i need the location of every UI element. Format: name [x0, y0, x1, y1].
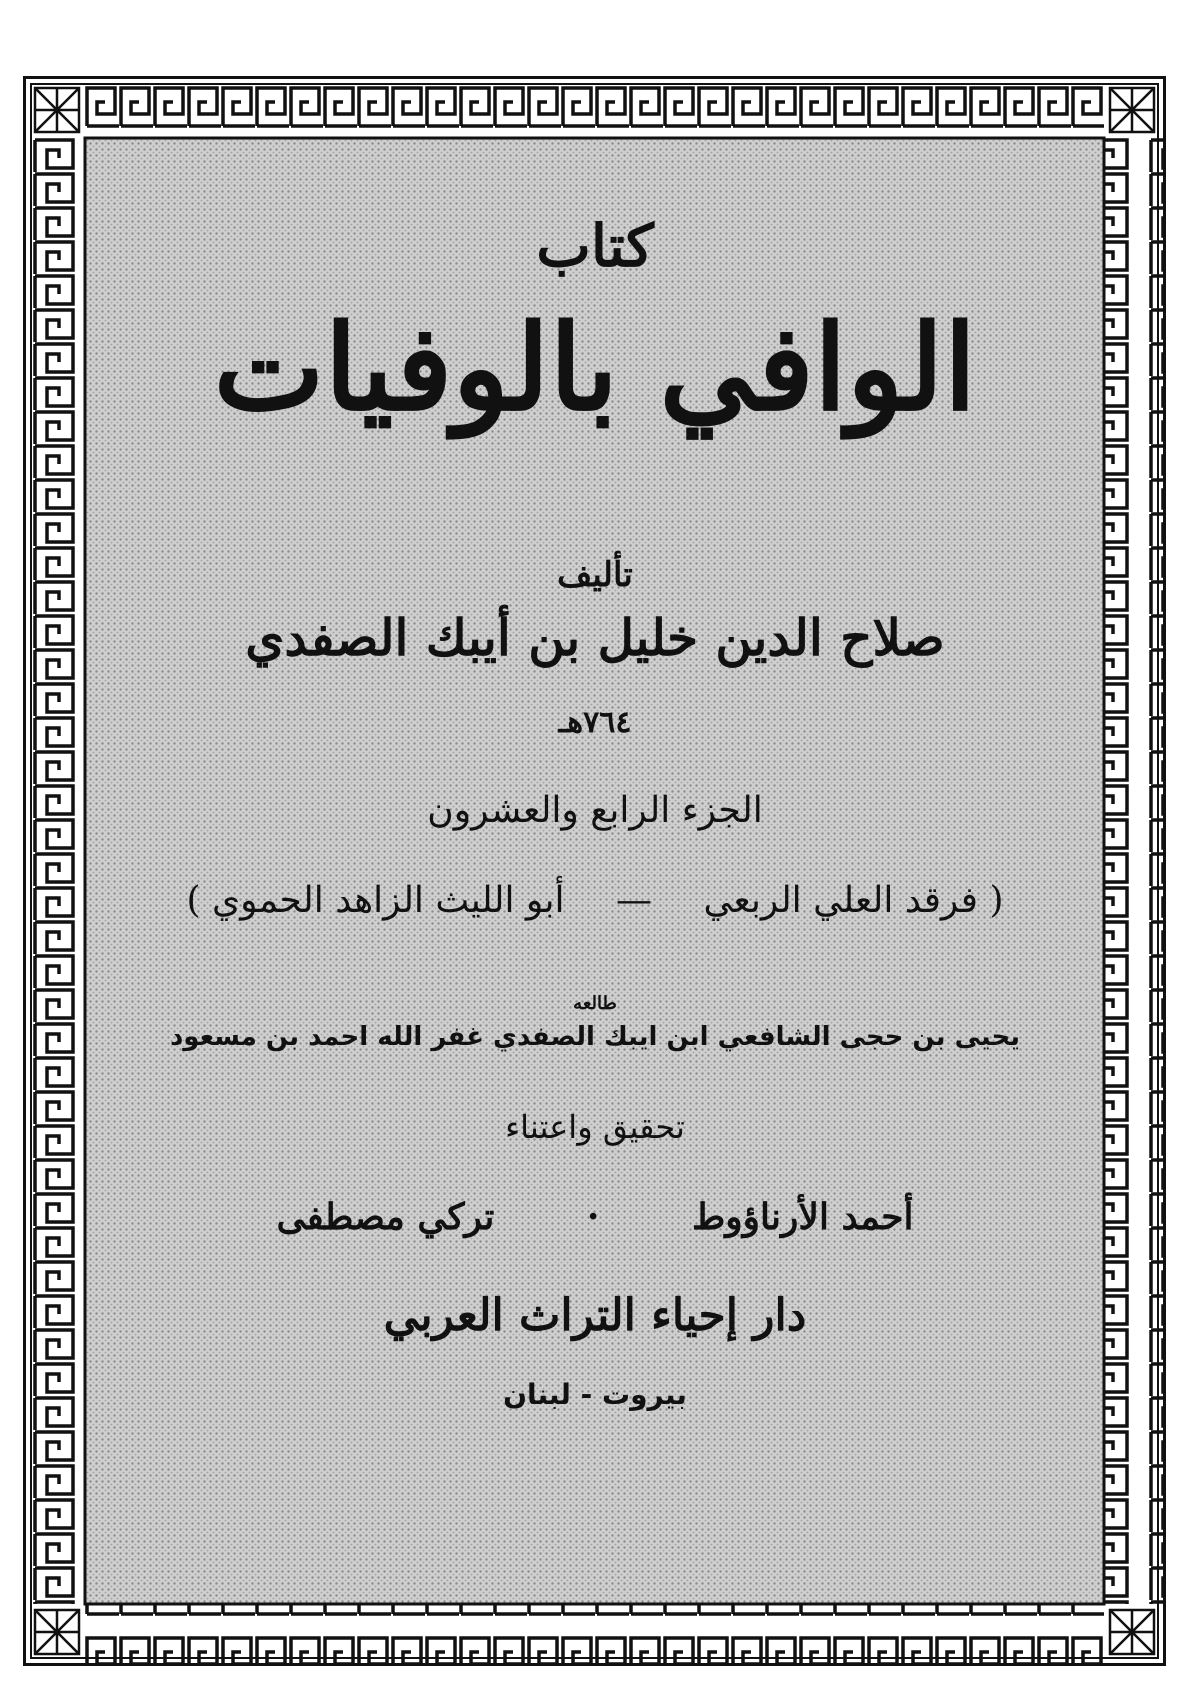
range-from: ( فرقد العلي الربعي: [703, 880, 1004, 921]
readers-label: طالعه: [573, 993, 617, 1014]
editing-label: تحقيق واعتناء: [505, 1108, 685, 1146]
range-separator: —: [616, 880, 652, 921]
authored-by-label: تأليف: [557, 555, 633, 595]
volume-range: [0, 880, 1190, 921]
editor-separator: ·: [586, 1196, 600, 1238]
editor-1: أحمد الأرناؤوط: [691, 1196, 914, 1238]
publisher-name: دار إحياء التراث العربي: [383, 1290, 807, 1341]
book-title: الوافي بالوفيات: [213, 298, 977, 437]
readers-names: يحيى بن حجى الشافعي ابن ايبك الصفدي غفر الله احمد بن مسعود: [169, 1022, 1021, 1052]
editors: [0, 1196, 1190, 1238]
author-name: صلاح الدين خليل بن أيبك الصفدي: [245, 608, 945, 667]
author-death-year: ٧٦٤هـ: [558, 705, 632, 740]
book-label: كتاب: [536, 212, 654, 280]
volume-number: الجزء الرابع والعشرون: [427, 790, 763, 831]
range-to: أبو الليث الزاهد الحموي ): [186, 880, 565, 921]
publisher-city: بيروت - لبنان: [503, 1378, 687, 1411]
editor-2: تركي مصطفى: [276, 1196, 495, 1238]
